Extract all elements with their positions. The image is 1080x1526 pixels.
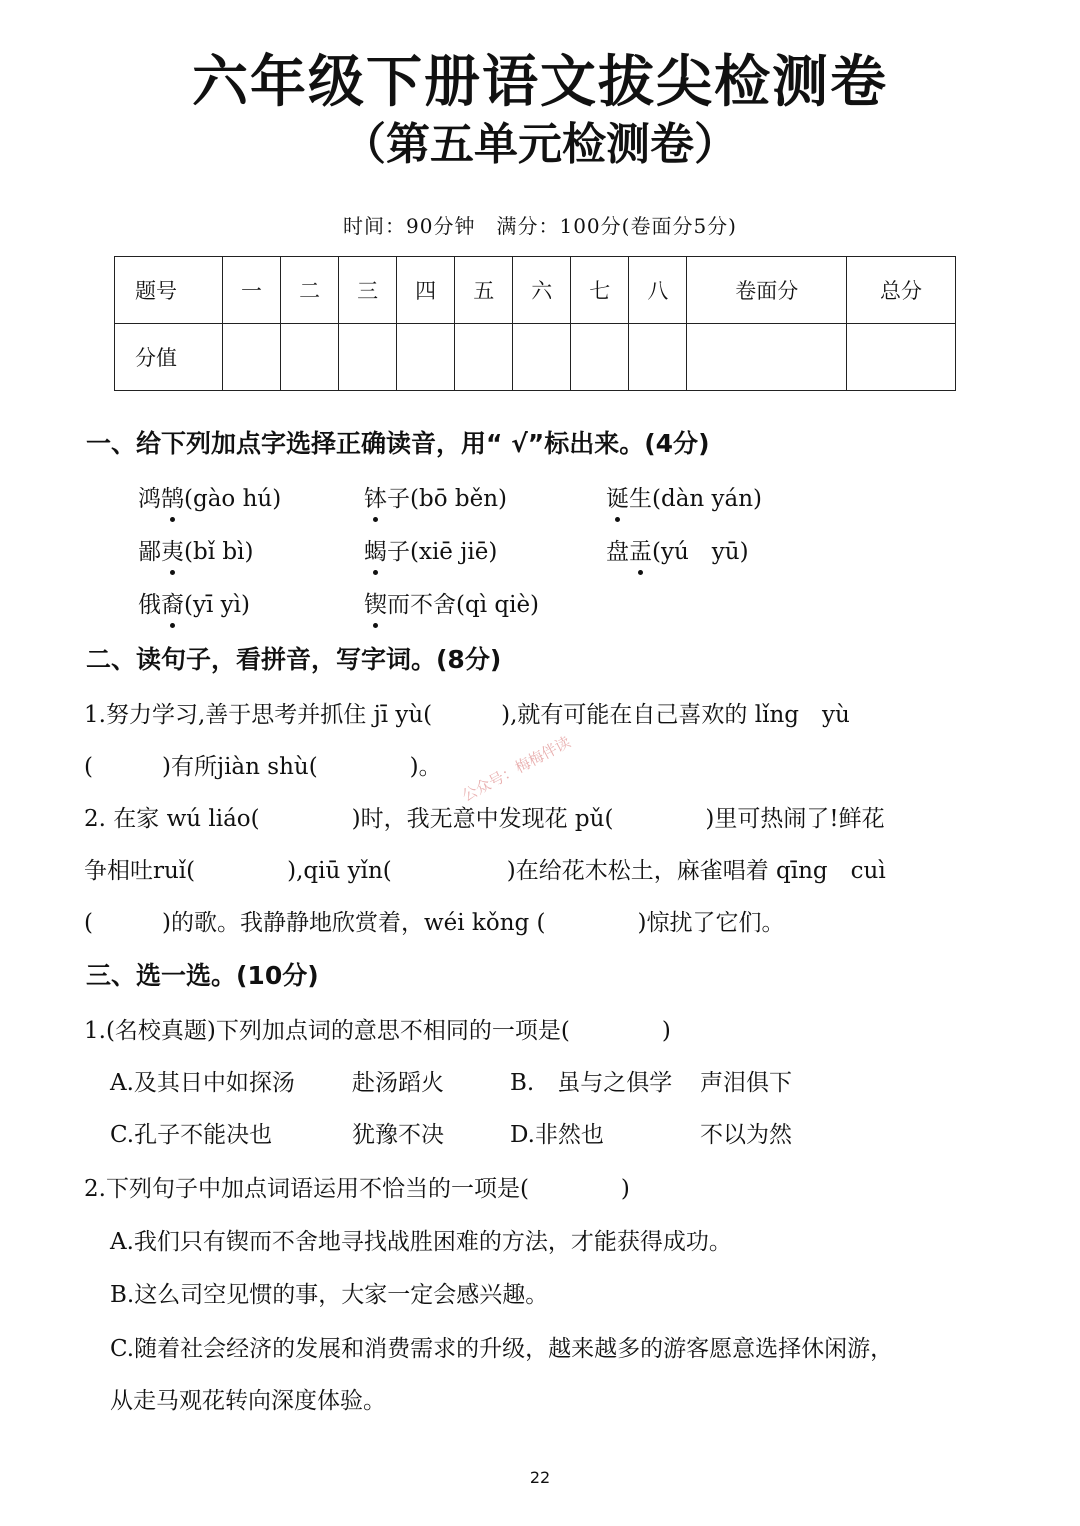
item-text: (gào hú) <box>184 486 282 512</box>
section-3-heading: 三、选一选。(10分) <box>86 961 319 990</box>
table-cell: 六 <box>513 257 571 324</box>
table-row <box>115 257 956 324</box>
dotted-char: 盂 <box>629 533 652 566</box>
table-cell: 七 <box>571 257 629 324</box>
list-item <box>606 480 762 513</box>
score-cell[interactable] <box>281 324 339 391</box>
question-line: 1.努力学习,善于思考并抓住 jī yù( ),就有可能在自己喜欢的 lǐng yù <box>84 702 850 728</box>
item-text: 子(xiē jiē) <box>387 539 498 565</box>
score-cell[interactable] <box>571 324 629 391</box>
table-cell: 题号 <box>115 257 223 324</box>
table-cell: 三 <box>339 257 397 324</box>
score-cell[interactable] <box>847 324 956 391</box>
item-text: 生(dàn yán) <box>629 486 763 512</box>
dotted-char: 钵 <box>364 480 387 513</box>
dotted-char: 诞 <box>606 480 629 513</box>
item-text: 盘 <box>606 539 629 565</box>
exam-meta: 时间：90分钟 满分：100分(卷面分5分) <box>343 214 737 238</box>
item-text: 俄 <box>138 592 161 618</box>
list-item <box>138 480 281 513</box>
option-text: A.我们只有锲而不舍地寻找战胜困难的方法，才能获得成功。 <box>110 1229 732 1255</box>
score-cell[interactable] <box>397 324 455 391</box>
table-cell: 四 <box>397 257 455 324</box>
question-line: 2. 在家 wú liáo( )时，我无意中发现花 pǔ( )里可热闹了!鲜花 <box>84 806 885 832</box>
question-line: 2.下列句子中加点词语运用不恰当的一项是( ) <box>84 1176 630 1202</box>
option-text: 声泪俱下 <box>700 1070 792 1096</box>
question-line: 争相吐ruǐ( ),qiū yǐn( )在给花木松土，麻雀唱着 qīng cuì <box>84 858 886 884</box>
option-text: 不以为然 <box>700 1122 792 1148</box>
table-cell: 分值 <box>115 324 223 391</box>
watermark: 公众号：梅梅伴读 <box>459 732 574 806</box>
item-text: 而不舍(qì qiè) <box>387 592 540 618</box>
item-text: (yú yū) <box>652 539 749 565</box>
option-text: B. 虽与之俱学 <box>510 1070 673 1096</box>
option-text: 从走马观花转向深度体验。 <box>110 1388 386 1414</box>
table-cell: 二 <box>281 257 339 324</box>
item-text: (bǐ bì) <box>184 539 254 565</box>
score-cell[interactable] <box>455 324 513 391</box>
list-item <box>364 533 497 566</box>
score-cell[interactable] <box>513 324 571 391</box>
list-item <box>606 533 749 566</box>
dotted-char: 蝎 <box>364 533 387 566</box>
table-cell: 卷面分 <box>687 257 847 324</box>
score-cell[interactable] <box>629 324 687 391</box>
option-text: C.随着社会经济的发展和消费需求的升级，越来越多的游客愿意选择休闲游， <box>110 1336 894 1362</box>
option-text: 赴汤蹈火 <box>352 1070 444 1096</box>
section-2-heading: 二、读句子，看拼音，写字词。(8分) <box>86 645 502 674</box>
table-row <box>115 324 956 391</box>
score-cell[interactable] <box>687 324 847 391</box>
section-1-heading: 一、给下列加点字选择正确读音，用“ √”标出来。(4分) <box>86 429 710 458</box>
page-subtitle: （第五单元检测卷） <box>342 119 738 170</box>
table-cell: 一 <box>223 257 281 324</box>
item-text: (yī yì) <box>184 592 250 618</box>
dotted-char: 裔 <box>161 586 184 619</box>
item-text: 鄙 <box>138 539 161 565</box>
dotted-char: 夷 <box>161 533 184 566</box>
list-item <box>138 533 253 566</box>
table-cell: 五 <box>455 257 513 324</box>
option-text: B.这么司空见惯的事，大家一定会感兴趣。 <box>110 1282 549 1308</box>
dotted-char: 鹄 <box>161 480 184 513</box>
option-text: 犹豫不决 <box>352 1122 444 1148</box>
item-text: 鸿 <box>138 486 161 512</box>
option-text: C.孔子不能决也 <box>110 1122 273 1148</box>
score-cell[interactable] <box>339 324 397 391</box>
option-text: D.非然也 <box>510 1122 604 1148</box>
item-text: 子(bō běn) <box>387 486 507 512</box>
list-item <box>364 480 507 513</box>
page-title: 六年级下册语文拔尖检测卷 <box>192 50 888 115</box>
table-cell: 八 <box>629 257 687 324</box>
question-line: ( )的歌。我静静地欣赏着，wéi kǒng ( )惊扰了它们。 <box>84 910 785 936</box>
page-number: 22 <box>529 1468 551 1487</box>
dotted-char: 锲 <box>364 586 387 619</box>
score-table <box>114 256 956 391</box>
question-line: ( )有所jiàn shù( )。 <box>84 754 442 780</box>
option-text: A.及其日中如探汤 <box>110 1070 295 1096</box>
list-item <box>138 586 250 619</box>
score-cell[interactable] <box>223 324 281 391</box>
list-item <box>364 586 539 619</box>
table-cell: 总分 <box>847 257 956 324</box>
question-line: 1.(名校真题)下列加点词的意思不相同的一项是( ) <box>84 1018 671 1044</box>
